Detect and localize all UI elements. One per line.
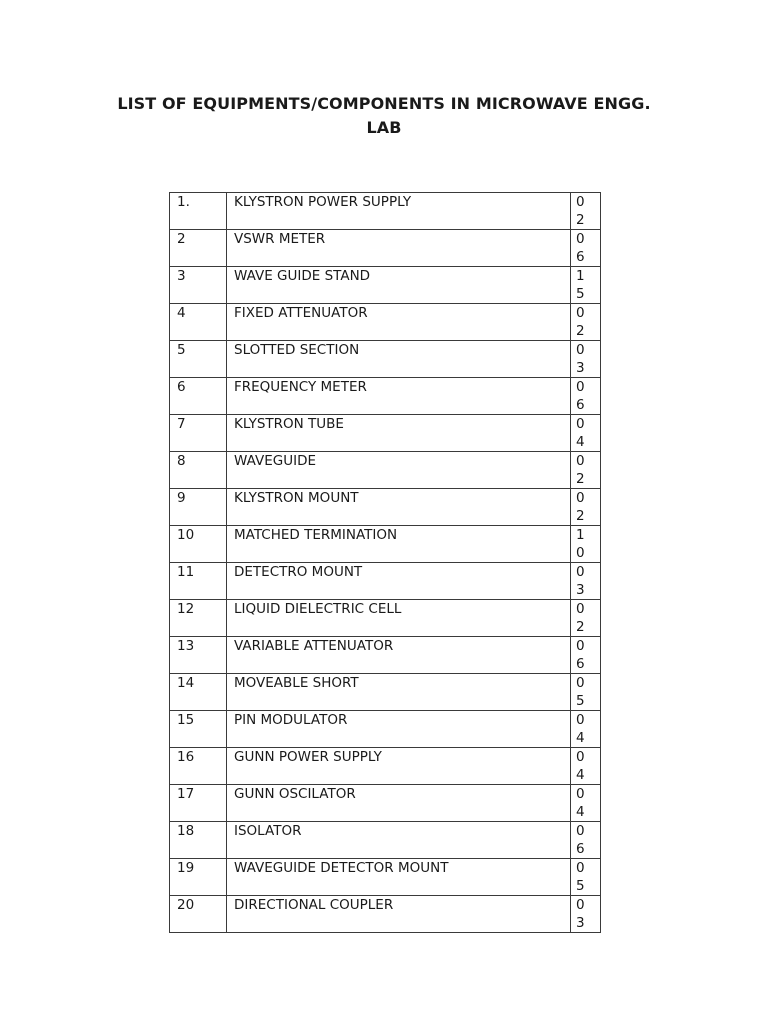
quantity: 02	[576, 194, 585, 228]
row-number: 8	[170, 452, 227, 489]
quantity: 02	[576, 305, 585, 339]
table-row	[170, 674, 601, 711]
row-number: 13	[170, 637, 227, 674]
quantity: 06	[576, 379, 585, 413]
equipment-name: VARIABLE ATTENUATOR	[227, 637, 571, 674]
table-row	[170, 563, 601, 600]
equipment-name: GUNN POWER SUPPLY	[227, 748, 571, 785]
quantity-cell	[571, 230, 601, 267]
quantity-cell	[571, 748, 601, 785]
quantity: 15	[576, 268, 585, 302]
row-number: 1.	[170, 193, 227, 230]
equipment-name: VSWR METER	[227, 230, 571, 267]
quantity-cell	[571, 378, 601, 415]
quantity-cell	[571, 304, 601, 341]
equipment-name: DIRECTIONAL COUPLER	[227, 896, 571, 933]
row-number: 16	[170, 748, 227, 785]
equipment-name: WAVEGUIDE DETECTOR MOUNT	[227, 859, 571, 896]
table-row	[170, 489, 601, 526]
row-number: 10	[170, 526, 227, 563]
page-title-line1: LIST OF EQUIPMENTS/COMPONENTS IN MICROWAVE ENGG.	[117, 94, 651, 113]
table-row	[170, 822, 601, 859]
row-number: 18	[170, 822, 227, 859]
quantity-cell	[571, 785, 601, 822]
table-row	[170, 637, 601, 674]
quantity: 06	[576, 638, 585, 672]
equipment-name: ISOLATOR	[227, 822, 571, 859]
row-number: 15	[170, 711, 227, 748]
quantity: 03	[576, 897, 585, 931]
quantity-cell	[571, 637, 601, 674]
table-row	[170, 600, 601, 637]
quantity-cell	[571, 674, 601, 711]
row-number: 7	[170, 415, 227, 452]
equipment-name: KLYSTRON POWER SUPPLY	[227, 193, 571, 230]
equipment-name: WAVE GUIDE STAND	[227, 267, 571, 304]
quantity: 06	[576, 231, 585, 265]
row-number: 19	[170, 859, 227, 896]
quantity: 03	[576, 342, 585, 376]
table-row	[170, 896, 601, 933]
table-row	[170, 452, 601, 489]
table-row	[170, 785, 601, 822]
quantity: 04	[576, 786, 585, 820]
table-row	[170, 415, 601, 452]
equipment-name: SLOTTED SECTION	[227, 341, 571, 378]
table-row	[170, 378, 601, 415]
row-number: 20	[170, 896, 227, 933]
equipment-name: MOVEABLE SHORT	[227, 674, 571, 711]
quantity: 04	[576, 416, 585, 450]
quantity-cell	[571, 600, 601, 637]
quantity-cell	[571, 193, 601, 230]
page-title-line2: LAB	[366, 118, 402, 137]
row-number: 4	[170, 304, 227, 341]
table-row	[170, 859, 601, 896]
quantity-cell	[571, 859, 601, 896]
quantity: 03	[576, 564, 585, 598]
quantity: 10	[576, 527, 585, 561]
quantity: 05	[576, 860, 585, 894]
equipment-name: MATCHED TERMINATION	[227, 526, 571, 563]
quantity-cell	[571, 341, 601, 378]
table-row	[170, 341, 601, 378]
table-row	[170, 230, 601, 267]
quantity-cell	[571, 822, 601, 859]
equipment-name: PIN MODULATOR	[227, 711, 571, 748]
row-number: 3	[170, 267, 227, 304]
row-number: 12	[170, 600, 227, 637]
row-number: 5	[170, 341, 227, 378]
table-row	[170, 526, 601, 563]
table-row	[170, 748, 601, 785]
quantity-cell	[571, 267, 601, 304]
row-number: 2	[170, 230, 227, 267]
table-row	[170, 193, 601, 230]
quantity: 04	[576, 712, 585, 746]
quantity-cell	[571, 711, 601, 748]
quantity: 06	[576, 823, 585, 857]
quantity: 05	[576, 675, 585, 709]
equipment-name: FREQUENCY METER	[227, 378, 571, 415]
quantity-cell	[571, 896, 601, 933]
equipment-name: DETECTRO MOUNT	[227, 563, 571, 600]
table-row	[170, 711, 601, 748]
table-row	[170, 267, 601, 304]
equipment-name: FIXED ATTENUATOR	[227, 304, 571, 341]
quantity: 02	[576, 453, 585, 487]
quantity-cell	[571, 526, 601, 563]
quantity-cell	[571, 415, 601, 452]
table-row	[170, 304, 601, 341]
row-number: 9	[170, 489, 227, 526]
quantity-cell	[571, 563, 601, 600]
quantity: 02	[576, 601, 585, 635]
equipment-name: GUNN OSCILATOR	[227, 785, 571, 822]
row-number: 6	[170, 378, 227, 415]
quantity-cell	[571, 489, 601, 526]
equipment-name: WAVEGUIDE	[227, 452, 571, 489]
quantity: 04	[576, 749, 585, 783]
equipment-name: LIQUID DIELECTRIC CELL	[227, 600, 571, 637]
row-number: 14	[170, 674, 227, 711]
equipment-name: KLYSTRON MOUNT	[227, 489, 571, 526]
row-number: 11	[170, 563, 227, 600]
equipment-name: KLYSTRON TUBE	[227, 415, 571, 452]
row-number: 17	[170, 785, 227, 822]
quantity-cell	[571, 452, 601, 489]
equipment-table	[169, 192, 601, 933]
quantity: 02	[576, 490, 585, 524]
